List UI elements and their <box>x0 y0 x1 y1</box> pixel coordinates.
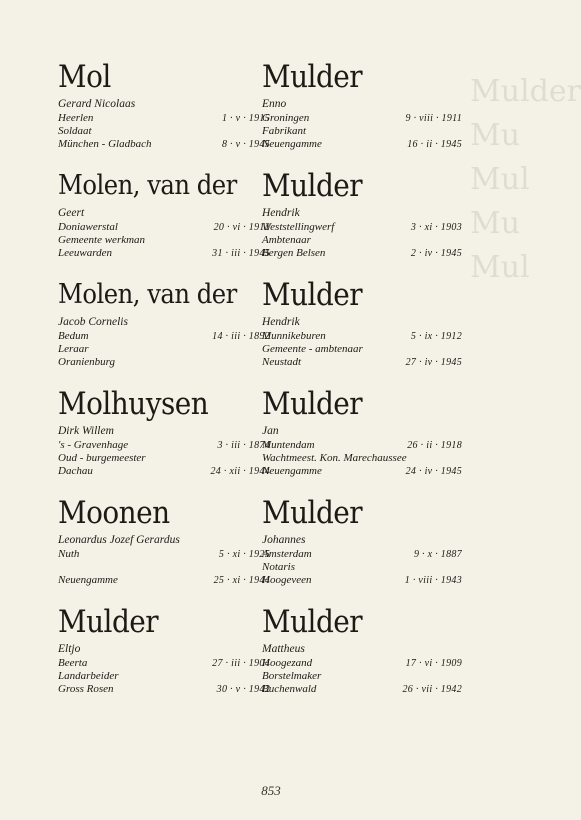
death-place: Hoogeveen <box>262 574 312 586</box>
given-names: Jacob Cornelis <box>58 316 128 328</box>
entry-row <box>262 138 462 151</box>
birthplace: Weststellingwerf <box>262 221 335 233</box>
occupation: Notaris <box>262 561 296 573</box>
entry <box>58 167 270 276</box>
surname: Mulder <box>262 495 363 531</box>
entry-row <box>262 670 462 683</box>
entry-row <box>262 465 462 478</box>
entry-row <box>58 657 270 670</box>
entry-row <box>58 548 270 561</box>
entry-row <box>262 439 462 452</box>
given-names: Mattheus <box>262 643 305 655</box>
page-number: 853 <box>261 783 281 798</box>
entry-row <box>58 683 270 696</box>
occupation: Borstelmaker <box>262 670 322 682</box>
entry <box>262 167 462 276</box>
entry-row <box>58 574 270 587</box>
occupation: Fabrikant <box>262 125 306 137</box>
occupation: Wachtmeest. Kon. Marechaussee <box>262 452 407 464</box>
given-names: Dirk Willem <box>58 425 114 437</box>
given-names: Leonardus Jozef Gerardus <box>58 534 180 546</box>
birth-date: 3 · xi · 1903 <box>410 222 462 233</box>
entry <box>58 494 270 603</box>
given-names: Hendrik <box>262 207 300 219</box>
birthplace: Nuth <box>58 548 80 560</box>
birth-date: 27 · iii · 1904 <box>212 658 270 669</box>
death-date: 24 · iv · 1945 <box>405 466 462 477</box>
surname: Mulder <box>262 604 363 640</box>
death-date: 26 · vii · 1942 <box>402 684 462 695</box>
entry-row <box>262 221 462 234</box>
entry <box>58 276 270 385</box>
entry-row <box>262 657 462 670</box>
surname: Mol <box>58 59 111 95</box>
given-names: Geert <box>58 207 85 219</box>
surname: Mulder <box>58 604 159 640</box>
birth-date: 20 · vi · 1912 <box>213 222 270 233</box>
entry-row <box>58 234 270 247</box>
death-date: 30 · v · 1942 <box>216 684 270 695</box>
entry <box>262 494 462 603</box>
birth-date: 14 · iii · 1892 <box>212 331 270 342</box>
entry-row <box>262 683 462 696</box>
entry-row <box>262 548 462 561</box>
surname: Mulder <box>262 168 363 204</box>
entry-row <box>58 343 270 356</box>
death-date: 16 · ii · 1945 <box>407 139 462 150</box>
right-column <box>262 58 462 712</box>
death-date: 2 · iv · 1945 <box>410 248 462 259</box>
birthplace: Heerlen <box>58 112 94 124</box>
given-names: Eltjo <box>58 643 81 655</box>
surname: Molen, van der <box>58 279 237 310</box>
entry-row <box>262 561 462 574</box>
entry-row <box>262 343 462 356</box>
death-place: Leeuwarden <box>58 247 112 259</box>
birthplace: Munnikeburen <box>262 330 326 342</box>
birthplace: 's - Gravenhage <box>58 439 129 451</box>
entry-row <box>58 670 270 683</box>
entry <box>262 385 462 494</box>
occupation: Oud - burgemeester <box>58 452 146 464</box>
death-date: 27 · iv · 1945 <box>405 357 462 368</box>
entry-row <box>58 112 270 125</box>
entry-row <box>262 125 462 138</box>
death-place: Buchenwald <box>262 683 317 695</box>
given-names: Hendrik <box>262 316 300 328</box>
death-place: Neuengamme <box>262 465 322 477</box>
birthplace: Beerta <box>58 657 88 669</box>
birthplace: Hoogezand <box>262 657 313 669</box>
surname: Molhuysen <box>58 386 209 422</box>
entry-row <box>58 125 270 138</box>
entry-row <box>58 247 270 260</box>
entry-row <box>58 561 270 574</box>
entry-row <box>58 452 270 465</box>
entry <box>58 58 270 167</box>
death-date: 8 · v · 1945 <box>221 139 270 150</box>
birth-date: 9 · x · 1887 <box>413 549 462 560</box>
surname: Molen, van der <box>58 170 237 201</box>
given-names: Jan <box>262 425 279 437</box>
entry <box>262 603 462 712</box>
entry <box>58 385 270 494</box>
given-names: Gerard Nicolaas <box>58 98 136 110</box>
entry-row <box>58 439 270 452</box>
birth-date: 5 · xi · 1925 <box>218 549 270 560</box>
birthplace: Amsterdam <box>262 548 312 560</box>
entry-row <box>262 452 462 465</box>
death-date: 31 · iii · 1945 <box>212 248 270 259</box>
birthplace: Doniawerstal <box>58 221 118 233</box>
surname: Mulder <box>262 277 363 313</box>
death-date: 1 · viii · 1943 <box>404 575 462 586</box>
surname: Moonen <box>58 495 170 531</box>
given-names: Enno <box>262 98 287 110</box>
birthplace: Bedum <box>58 330 89 342</box>
birth-date: 5 · ix · 1912 <box>410 331 462 342</box>
birth-date: 3 · iii · 1874 <box>217 440 270 451</box>
birth-date: 1 · v · 1915 <box>221 113 270 124</box>
entry <box>58 603 270 712</box>
entry-row <box>58 221 270 234</box>
entry-row <box>58 138 270 151</box>
death-place: Gross Rosen <box>58 683 114 695</box>
entry-row <box>262 247 462 260</box>
entry-row <box>58 330 270 343</box>
death-place: Bergen Belsen <box>262 247 326 259</box>
death-place: Neuengamme <box>58 574 118 586</box>
death-place: Oranienburg <box>58 356 116 368</box>
left-column <box>58 58 270 712</box>
surname: Mulder <box>262 386 363 422</box>
entry-row <box>58 465 270 478</box>
occupation: Ambtenaar <box>262 234 311 246</box>
death-place: Neuengamme <box>262 138 322 150</box>
entry-row <box>262 330 462 343</box>
occupation: Gemeente - ambtenaar <box>262 343 363 355</box>
birthplace: Groningen <box>262 112 310 124</box>
death-place: Dachau <box>58 465 93 477</box>
entry-row <box>262 356 462 369</box>
show-through-text: Mulder Mu Mul Mu Mul <box>470 74 581 285</box>
entry-row <box>58 356 270 369</box>
surname: Mulder <box>262 59 363 95</box>
death-date: 25 · xi · 1944 <box>213 575 270 586</box>
birth-date: 17 · vi · 1909 <box>405 658 462 669</box>
death-place: München - Gladbach <box>58 138 152 150</box>
birth-date: 9 · viii · 1911 <box>405 113 462 124</box>
death-place: Neustadt <box>262 356 302 368</box>
occupation: Gemeente werkman <box>58 234 146 246</box>
death-date: 24 · xii · 1944 <box>210 466 270 477</box>
birthplace: Muntendam <box>262 439 315 451</box>
entry-row <box>262 234 462 247</box>
occupation: Leraar <box>58 343 89 355</box>
given-names: Johannes <box>262 534 306 546</box>
occupation: Landarbeider <box>58 670 119 682</box>
entry-row <box>262 112 462 125</box>
entry <box>262 276 462 385</box>
occupation: Soldaat <box>58 125 92 137</box>
entry-row <box>262 574 462 587</box>
birth-date: 26 · ii · 1918 <box>407 440 462 451</box>
entry <box>262 58 462 167</box>
